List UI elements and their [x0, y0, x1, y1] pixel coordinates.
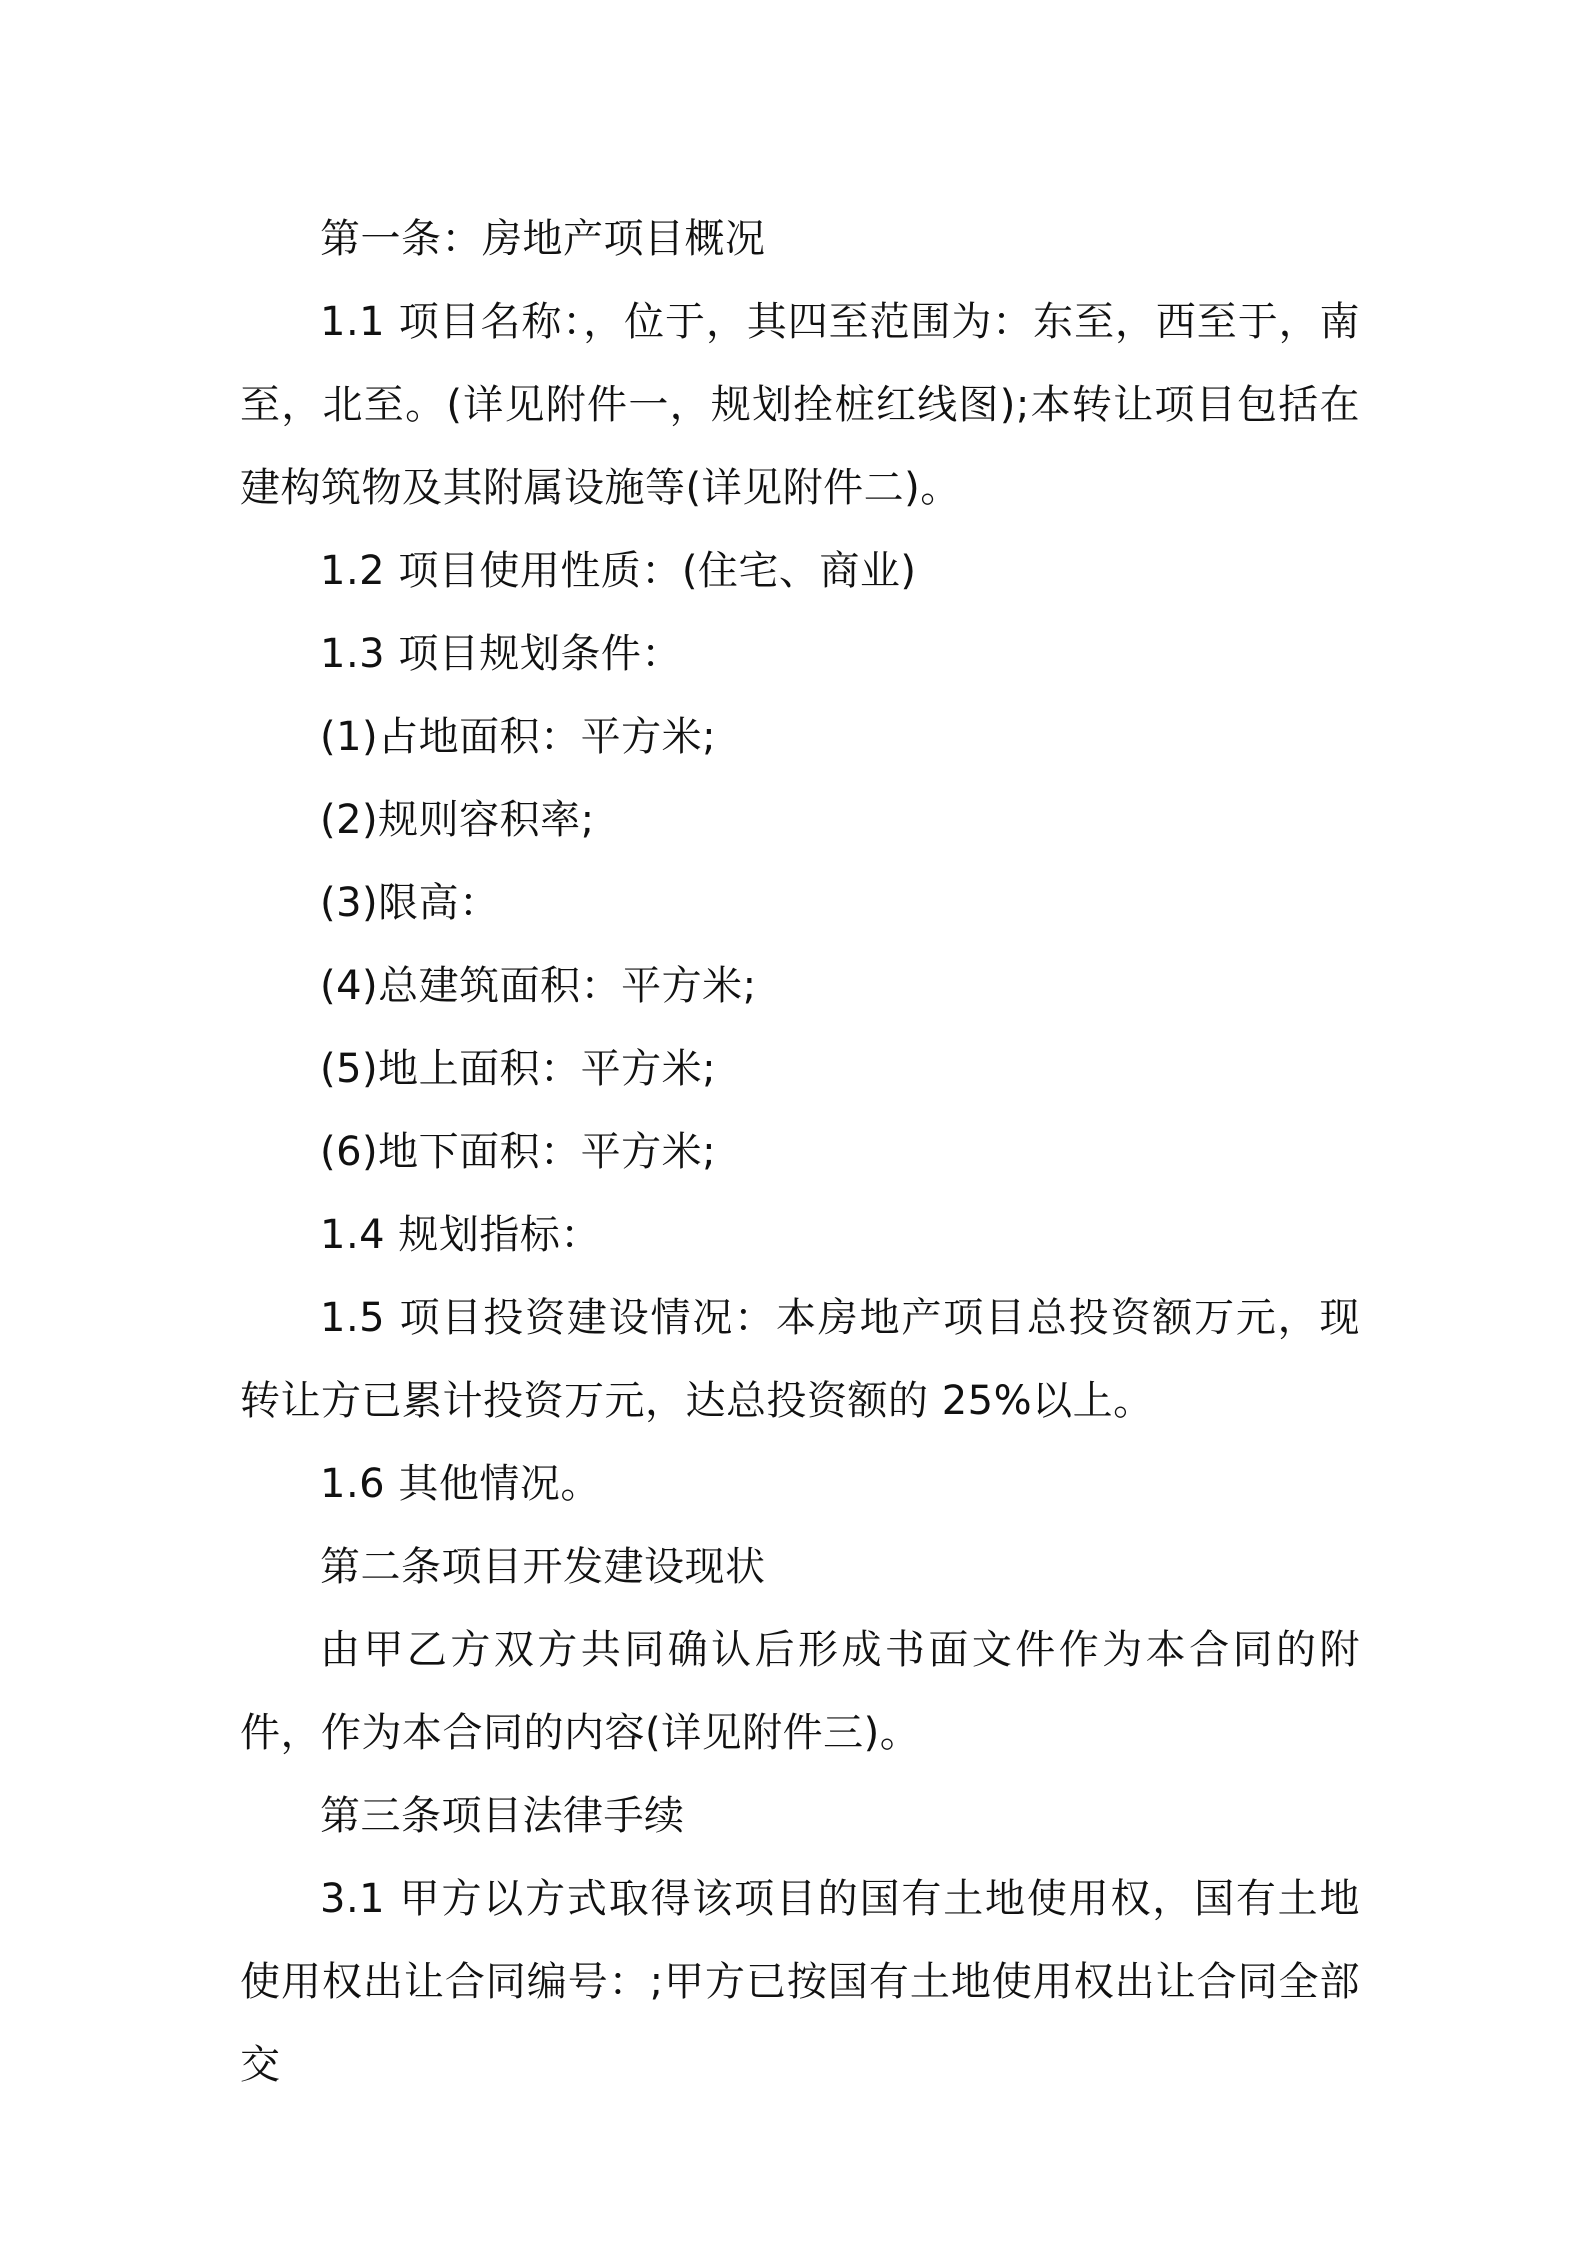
item-total-floor-area: (4)总建筑面积：平方米;	[320, 963, 757, 1009]
clause-1-4-planning-indicators: 1.4 规划指标：	[320, 1212, 601, 1258]
item-underground-area: (6)地下面积：平方米;	[320, 1129, 717, 1175]
heading-article-1: 第一条：房地产项目概况	[320, 216, 766, 262]
clause-1-3-planning-conditions: 1.3 项目规划条件：	[320, 631, 682, 677]
article-2-body: 由甲乙方双方共同确认后形成书面文件作为本合同的附件，作为本合同的内容(详见附件三)。	[240, 1627, 1360, 1756]
clause-1-1-project-name: 1.1 项目名称：，位于，其四至范围为：东至，西至于，南至，北至。(详见附件一，规划拴桩红线图);本转让项目包括在建构筑物及其附属设施等(详见附件二)。	[240, 299, 1360, 511]
heading-article-3: 第三条项目法律手续	[320, 1793, 685, 1839]
heading-article-2: 第二条项目开发建设现状	[320, 1544, 766, 1590]
document-body	[240, 198, 1360, 2107]
clause-1-5-investment: 1.5 项目投资建设情况：本房地产项目总投资额万元，现转让方已累计投资万元，达总投资额的 25%以上。	[240, 1295, 1360, 1424]
item-height-limit: (3)限高：	[320, 880, 500, 926]
item-land-area: (1)占地面积：平方米;	[320, 714, 717, 760]
clause-1-6-other: 1.6 其他情况。	[320, 1461, 601, 1507]
item-plot-ratio: (2)规则容积率;	[320, 797, 595, 843]
item-above-ground-area: (5)地上面积：平方米;	[320, 1046, 717, 1092]
clause-1-2-usage: 1.2 项目使用性质：(住宅、商业)	[320, 548, 917, 594]
clause-3-1-land-rights: 3.1 甲方以方式取得该项目的国有土地使用权，国有土地使用权出让合同编号：;甲方已按国有土地使用权出让合同全部交	[240, 1876, 1360, 2088]
